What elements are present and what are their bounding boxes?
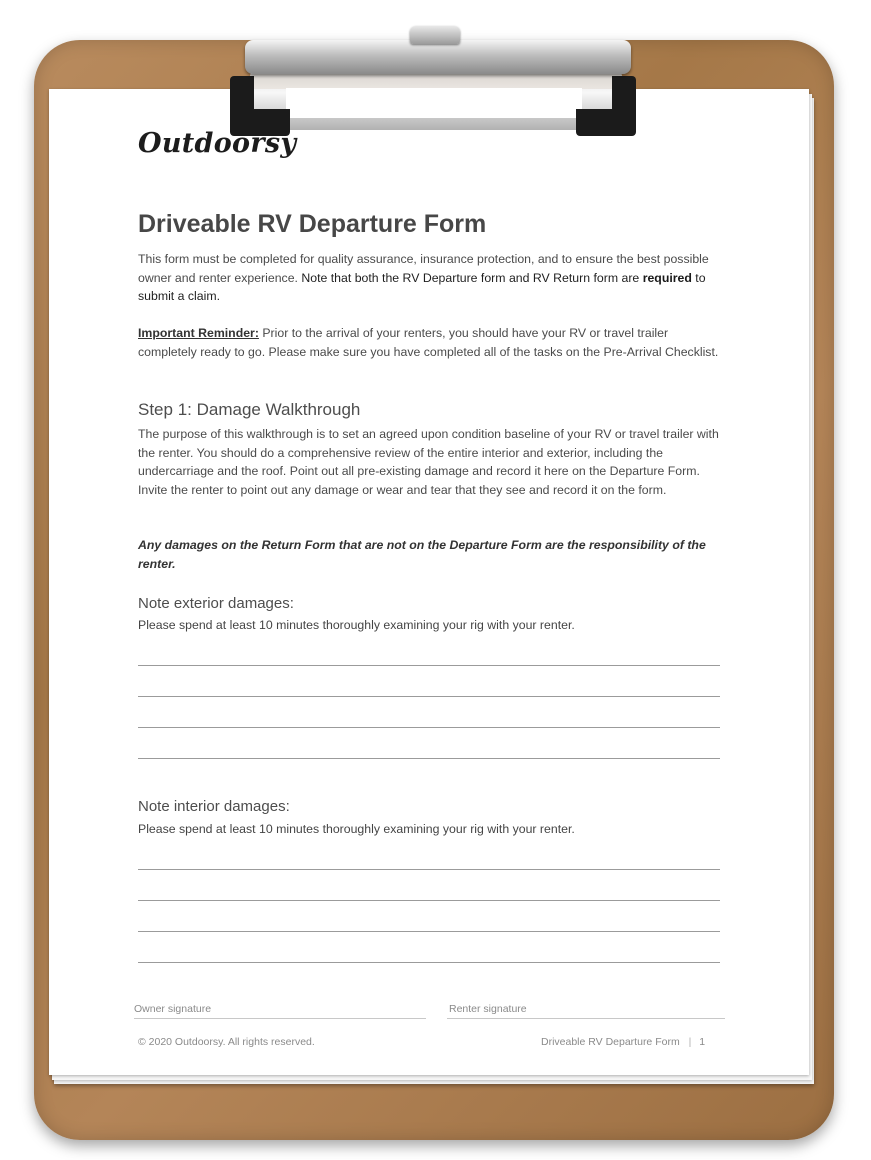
intro-text-2: Note that both the RV Departure form and RV Return form are xyxy=(301,270,643,285)
clip-window xyxy=(286,88,582,118)
responsibility-note: Any damages on the Return Form that are not on the Departure Form are the responsibility of the renter. xyxy=(138,538,706,571)
interior-damage-line[interactable] xyxy=(138,869,720,870)
renter-signature-field[interactable] xyxy=(447,1018,725,1019)
footer-doc-title: Driveable RV Departure Form xyxy=(541,1036,680,1048)
step1-heading: Step 1: Damage Walkthrough xyxy=(138,400,361,419)
exterior-damage-line[interactable] xyxy=(138,696,720,697)
clip-lever xyxy=(245,40,631,74)
renter-signature-label: Renter signature xyxy=(449,1003,527,1015)
intro-text-1: This form must be completed for quality assurance, insurance protection, and to ensure the best possible owner and renter experience. xyxy=(138,252,709,285)
reminder-text: Prior to the arrival of your renters, you should have your RV or travel trailer completely ready to go. Please make sure you have completed all of the tasks on the Pre-Arrival Checklist. xyxy=(138,326,719,359)
owner-signature-field[interactable] xyxy=(134,1018,426,1019)
interior-damage-line[interactable] xyxy=(138,962,720,963)
footer-separator: | xyxy=(688,1036,692,1048)
interior-damage-line[interactable] xyxy=(138,931,720,932)
exterior-damage-line[interactable] xyxy=(138,758,720,759)
page-number: 1 xyxy=(699,1036,706,1048)
form-title: Driveable RV Departure Form xyxy=(138,210,487,238)
exterior-damages-instruction: Please spend at least 10 minutes thoroughly examining your rig with your renter. xyxy=(138,618,575,632)
intro-paragraph xyxy=(138,250,723,306)
footer-doc-name xyxy=(541,1036,705,1048)
exterior-damage-line[interactable] xyxy=(138,727,720,728)
intro-required: required xyxy=(642,270,692,285)
important-reminder xyxy=(138,324,723,361)
interior-damage-line[interactable] xyxy=(138,900,720,901)
clip-hanger xyxy=(410,26,460,44)
interior-damages-heading: Note interior damages: xyxy=(138,798,290,815)
exterior-damage-line[interactable] xyxy=(138,665,720,666)
intro-text-3: to submit a claim. xyxy=(138,270,706,303)
step1-paragraph: The purpose of this walkthrough is to set an agreed upon condition baseline of your RV or travel trailer with the renter. You should do a comprehensive review of the entire interior and exterior, including the undercarriage and the roof. Point out all pre-existing damage and record it here on the Departure Form. Invite the renter to point out any damage or wear and tear that they see and record it on the form. xyxy=(138,427,719,497)
reminder-label: Important Reminder: xyxy=(138,326,259,340)
copyright-text: © 2020 Outdoorsy. All rights reserved. xyxy=(138,1036,315,1048)
outdoorsy-logo: Outdoorsy xyxy=(138,128,297,159)
exterior-damages-heading: Note exterior damages: xyxy=(138,595,294,612)
interior-damages-instruction: Please spend at least 10 minutes thoroughly examining your rig with your renter. xyxy=(138,822,575,836)
owner-signature-label: Owner signature xyxy=(134,1003,212,1015)
